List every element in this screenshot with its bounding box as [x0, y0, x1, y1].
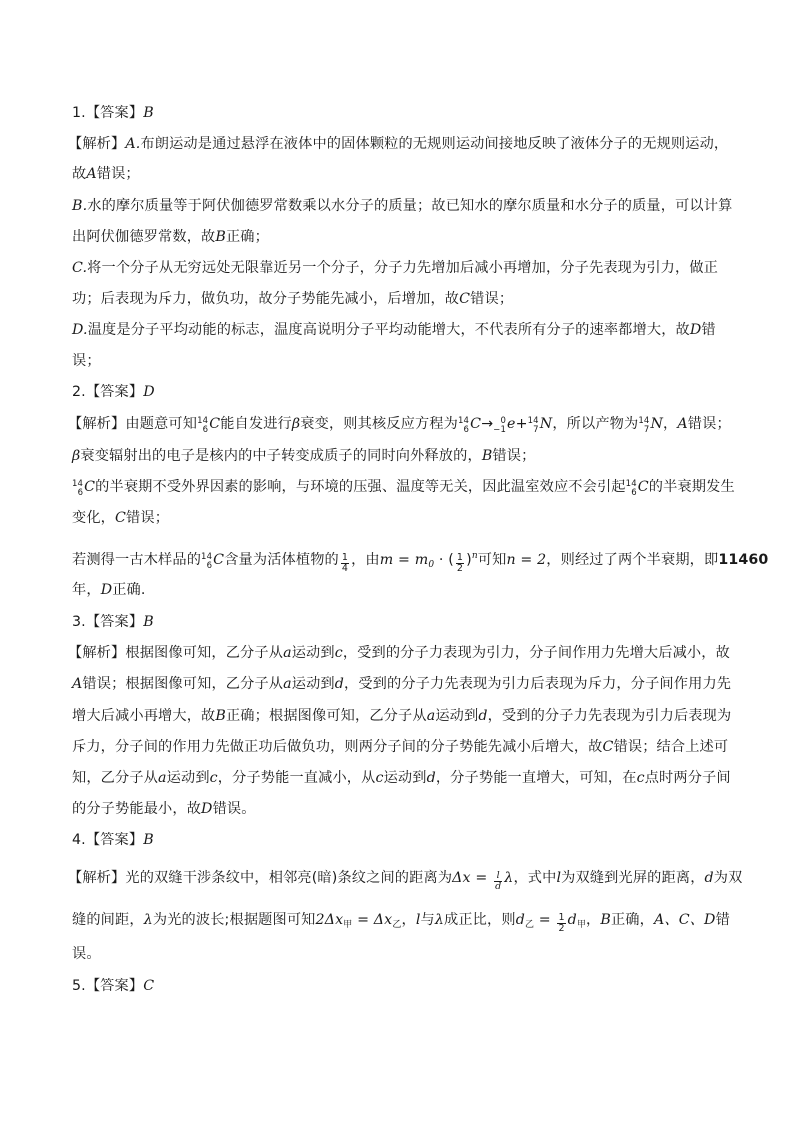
nuclide-electron: 0 −1 [493, 416, 507, 435]
q3-analysis-6: 的分子势能最小，故D错误。 [72, 801, 256, 817]
analysis-label: 【解析】 [68, 645, 126, 661]
answer-label: 5.【答案】 [72, 978, 144, 994]
q4-analysis-2: 缝的间距，λ为光的波长;根据题图可知$2\Delta x_甲 = \Delta x_乙$，l与λ成正比，则$d_乙$ = $\frac{1}{2}$ $d_甲$，B正确，A、C、D错 [72, 912, 730, 934]
q4-analysis-3: 误。 [72, 946, 101, 962]
q3-analysis-1: 【解析】根据图像可知，乙分子从a运动到c，受到的分子力表现为引力，分子间作用力先增大后减小，故 [68, 645, 730, 661]
q3-analysis-5: 知，乙分子从a运动到c，分子势能一直减小，从c运动到d，分子势能一直增大，可知，在c点时两分子间 [72, 770, 731, 786]
fraction-quarter: $\frac{1}{4}$ [341, 552, 349, 574]
q1-analysis-d-cont: 误； [72, 353, 101, 369]
nuclide-c14: 14 6 [197, 416, 209, 435]
analysis-label: 【解析】 [68, 416, 126, 432]
answer-label: 2.【答案】 [72, 384, 144, 400]
q2-analysis-5: 若测得一古木样品的14 6C含量为活体植物的 $\frac{1}{4}$ ，由$m = m_0$ · ( $\frac{1}{2}$ )$^n$可知n = 2，则经过了两个半衰期，即11460 [72, 551, 769, 574]
q1-analysis-b: B.水的摩尔质量等于阿伏伽德罗常数乘以水分子的质量；故已知水的摩尔质量和水分子的质量，可以计算 [72, 198, 733, 214]
q1-analysis-a: 【解析】A.布朗运动是通过悬浮在液体中的固体颗粒的无规则运动间接地反映了液体分子的无规则运动， [68, 136, 729, 152]
answer-value: D [143, 384, 155, 400]
q4-analysis-1: 【解析】光的双缝干涉条纹中，相邻亮(暗)条纹之间的距离为Δx = $\frac{l}{d}$ λ，式中l为双缝到光屏的距离，d为双 [68, 870, 743, 892]
q1-analysis-d: D.温度是分子平均动能的标志，温度高说明分子平均动能增大，不代表所有分子的速率都增大，故D错 [72, 322, 716, 338]
answer-value: B [143, 105, 154, 121]
fraction-half: $\frac{1}{2}$ [558, 912, 565, 934]
q3-answer-line [72, 612, 154, 632]
q1-answer-line [72, 103, 154, 123]
analysis-label: 【解析】 [68, 136, 126, 152]
q3-analysis-4: 斥力，分子间的作用力先做正功后做负功，则两分子间的分子势能先减小后增大，故C错误；结合上述可 [72, 739, 729, 755]
answer-value: B [143, 832, 154, 848]
answer-label: 3.【答案】 [72, 614, 144, 630]
q2-analysis-2: β衰变辐射出的电子是核内的中子转变成质子的同时向外释放的，B错误； [72, 448, 536, 464]
q2-analysis-1: 【解析】由题意可知14 6C能自发进行β衰变，则其核反应方程为14 6C→ 0 −1e+14 7N，所以产物为14 7N，A错误； [68, 416, 731, 435]
q4-answer-line [72, 830, 154, 850]
answer-value: C [143, 978, 155, 994]
q2-analysis-3: 14 6C的半衰期不受外界因素的影响，与环境的压强、温度等无关，因此温室效应不会引起14 6C的半衰期发生 [72, 479, 735, 498]
fraction-half: $\frac{1}{2}$ [456, 552, 464, 574]
q1-analysis-b-cont: 出阿伏伽德罗常数，故B正确； [72, 229, 269, 245]
answer-label: 1.【答案】 [72, 105, 144, 121]
q3-analysis-3: 增大后减小再增大，故B正确；根据图像可知，乙分子从a运动到d，受到的分子力先表现为引力后表现为 [72, 708, 732, 724]
answer-label: 4.【答案】 [72, 832, 144, 848]
analysis-label: 【解析】 [68, 870, 126, 886]
q3-analysis-2: A错误；根据图像可知，乙分子从a运动到d，受到的分子力先表现为引力后表现为斥力，分子间作用力先 [72, 676, 732, 692]
answer-value: B [143, 614, 154, 630]
q2-analysis-4: 变化，C错误； [72, 510, 170, 526]
q5-answer-line [72, 976, 154, 996]
fraction-l-over-d: $\frac{l}{d}$ [495, 870, 502, 892]
q2-analysis-6: 年，D正确. [72, 582, 146, 598]
nuclide-n14: 14 7 [527, 416, 539, 435]
q1-analysis-a-cont: 故A错误； [72, 166, 140, 182]
q1-analysis-c: C.将一个分子从无穷远处无限靠近另一个分子，分子力先增加后减小再增加，分子先表现为引力，做正 [72, 260, 719, 276]
q2-answer-line [72, 382, 155, 402]
q1-analysis-c-cont: 功；后表现为斥力，做负功，故分子势能先减小，后增加，故C错误； [72, 291, 514, 307]
